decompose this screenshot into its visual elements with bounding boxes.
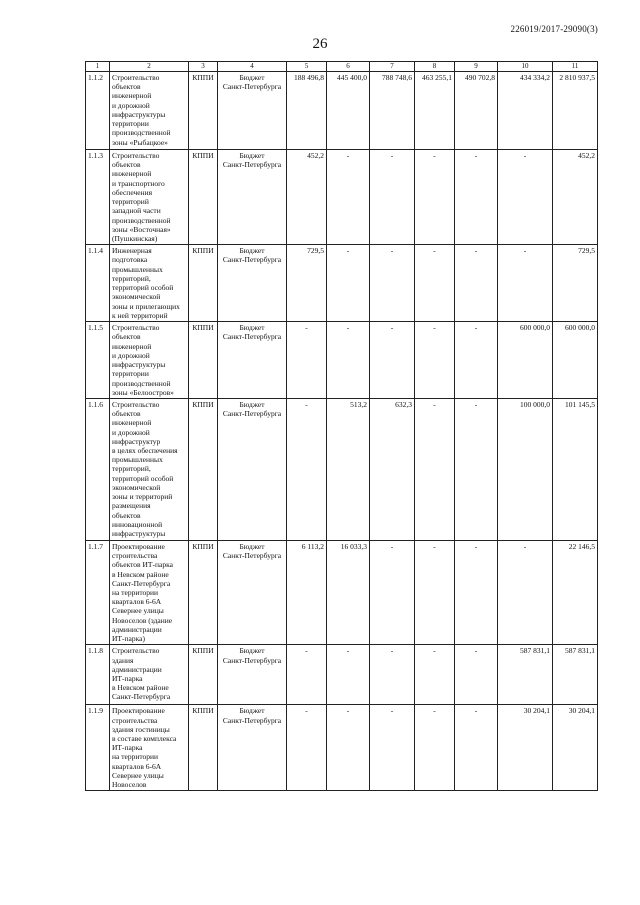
row-value-cell: 434 334,2 (498, 72, 553, 150)
row-name-line: ИТ-парка (112, 674, 143, 683)
row-name-line: территорий, (112, 464, 151, 474)
row-name-line: администрации (112, 664, 162, 674)
row-value-cell: - (327, 322, 370, 399)
row-source-cell (218, 322, 287, 399)
row-value-cell: 101 145,5 (553, 398, 598, 540)
row-name-line: Новоселов (112, 780, 147, 790)
row-name-line: производственной (112, 215, 171, 225)
row-value-cell: - (455, 150, 498, 245)
row-code-cell: 1.1.3 (86, 150, 110, 245)
row-name-cell (110, 72, 189, 150)
row-value-cell: - (455, 322, 498, 399)
row-name-line: инфраструктуры (112, 360, 166, 370)
row-value-cell: - (415, 398, 455, 540)
row-value-cell: - (370, 322, 415, 399)
row-source-line: Бюджет (239, 151, 265, 160)
row-value-cell: - (327, 245, 370, 322)
row-value-cell: 490 702,8 (455, 72, 498, 150)
row-value-cell: - (498, 150, 553, 245)
row-name-line: зоны «Белоостров» (112, 387, 174, 397)
column-header: 10 (498, 62, 553, 72)
row-value-cell: - (287, 398, 327, 540)
row-name-line: территории (112, 369, 149, 379)
row-type-cell: КППИ (189, 322, 218, 399)
row-name-line: здания (112, 655, 134, 665)
row-value-cell: 100 000,0 (498, 398, 553, 540)
row-value-cell: - (415, 540, 455, 644)
row-value-cell: - (287, 705, 327, 791)
row-source-line: Санкт-Петербурга (222, 255, 282, 265)
row-name-line: территории (112, 119, 149, 129)
column-header: 1 (86, 62, 110, 72)
row-name-line: Новоселов (здание (112, 615, 173, 625)
row-name-line: территорий особой (112, 283, 174, 293)
row-source-cell (218, 645, 287, 705)
column-header: 6 (327, 62, 370, 72)
row-value-cell: 587 831,1 (498, 645, 553, 705)
row-value-cell: 22 146,5 (553, 540, 598, 644)
row-name-line: (Пушкинская) (112, 233, 158, 243)
row-source-cell (218, 540, 287, 644)
row-name-line: объектов (112, 409, 141, 419)
row-value-cell: 463 255,1 (415, 72, 455, 150)
row-value-cell: - (327, 150, 370, 245)
row-name-line: инженерной (112, 418, 152, 428)
row-value-cell: 587 831,1 (553, 645, 598, 705)
row-code-cell: 1.1.6 (86, 398, 110, 540)
row-name-line: зоны и прилегающих (112, 301, 180, 311)
row-value-cell: - (287, 645, 327, 705)
row-value-cell: - (455, 398, 498, 540)
row-name-line: инновационной (112, 519, 163, 529)
row-name-line: в Невском районе (112, 683, 169, 693)
row-name-cell (110, 245, 189, 322)
column-header: 5 (287, 62, 327, 72)
row-value-cell: 729,5 (553, 245, 598, 322)
row-name-line: объектов (112, 82, 141, 92)
row-name-line: в целях обеспечения (112, 446, 178, 456)
row-value-cell: - (455, 705, 498, 791)
row-value-cell: 445 400,0 (327, 72, 370, 150)
column-header: 9 (455, 62, 498, 72)
row-name-line: Строительство (112, 151, 160, 160)
row-type-cell: КППИ (189, 72, 218, 150)
row-value-cell: - (287, 322, 327, 399)
row-name-line: экономической (112, 482, 161, 492)
row-value-cell: 16 033,3 (327, 540, 370, 644)
row-code-cell: 1.1.7 (86, 540, 110, 644)
document-id: 226019/2017-29090(3) (510, 24, 598, 34)
row-code-cell: 1.1.8 (86, 645, 110, 705)
row-name-line: в Невском районе (112, 569, 169, 579)
table-row (86, 645, 598, 705)
row-name-line: объектов ИТ-парка (112, 560, 173, 570)
row-name-cell (110, 150, 189, 245)
row-value-cell: 30 204,1 (498, 705, 553, 791)
row-name-line: территорий, (112, 273, 151, 283)
row-name-line: Санкт-Петербурга (112, 692, 171, 702)
row-source-line: Бюджет (239, 646, 265, 656)
row-name-line: Проектирование (112, 706, 165, 716)
row-name-line: инфраструктуры (112, 529, 166, 538)
row-value-cell: 600 000,0 (553, 322, 598, 399)
row-value-cell: - (327, 645, 370, 705)
table-row (86, 540, 598, 644)
row-value-cell: - (498, 245, 553, 322)
row-name-line: и дорожной (112, 100, 150, 110)
row-name-line: на территории (112, 752, 159, 762)
row-source-line: Санкт-Петербурга (222, 409, 282, 419)
row-name-line: обеспечения (112, 187, 153, 197)
column-header: 11 (553, 62, 598, 72)
row-code-cell: 1.1.9 (86, 705, 110, 791)
row-type-cell: КППИ (189, 645, 218, 705)
column-header: 3 (189, 62, 218, 72)
program-table (85, 61, 598, 791)
row-name-line: и дорожной (112, 427, 150, 437)
row-name-line: администрации (112, 624, 162, 634)
row-value-cell: - (370, 540, 415, 644)
row-source-line: Санкт-Петербурга (222, 655, 282, 665)
row-value-cell: - (455, 645, 498, 705)
row-source-cell (218, 72, 287, 150)
column-header: 8 (415, 62, 455, 72)
row-value-cell: 600 000,0 (498, 322, 553, 399)
row-type-cell: КППИ (189, 150, 218, 245)
row-name-line: территорий (112, 197, 149, 207)
row-source-line: Санкт-Петербурга (222, 160, 282, 170)
row-name-line: инфраструктур (112, 436, 161, 446)
row-value-cell: - (327, 705, 370, 791)
row-name-line: объектов (112, 332, 141, 342)
row-name-line: ИТ-парка (112, 743, 143, 753)
row-value-cell: 513,2 (327, 398, 370, 540)
row-value-cell: - (415, 322, 455, 399)
row-name-line: промышленных (112, 455, 163, 465)
column-header: 4 (218, 62, 287, 72)
row-name-line: строительства (112, 551, 158, 561)
row-name-line: на территории (112, 588, 159, 598)
row-name-cell (110, 645, 189, 705)
row-value-cell: 30 204,1 (553, 705, 598, 791)
row-value-cell: 788 748,6 (370, 72, 415, 150)
row-name-line: зоны и территорий (112, 492, 173, 502)
row-source-cell (218, 245, 287, 322)
row-name-line: Строительство (112, 399, 160, 409)
row-value-cell: 632,3 (370, 398, 415, 540)
row-name-line: производственной (112, 128, 171, 138)
row-name-line: Севернее улицы (112, 606, 164, 616)
row-value-cell: 6 113,2 (287, 540, 327, 644)
row-source-line: Санкт-Петербурга (222, 332, 282, 342)
row-name-line: инфраструктуры (112, 109, 166, 119)
row-name-cell (110, 705, 189, 791)
column-number-row (86, 62, 598, 72)
row-name-line: экономической (112, 292, 161, 302)
row-name-line: размещения (112, 501, 151, 511)
row-value-cell: - (370, 245, 415, 322)
row-source-line: Бюджет (239, 399, 265, 409)
row-value-cell: 452,2 (287, 150, 327, 245)
row-name-line: к ней территорий (112, 310, 168, 320)
row-source-cell (218, 150, 287, 245)
row-value-cell: - (415, 645, 455, 705)
row-name-line: инженерной (112, 169, 152, 179)
row-type-cell: КППИ (189, 705, 218, 791)
row-name-line: Строительство (112, 73, 160, 82)
table-row (86, 322, 598, 399)
row-name-line: и дорожной (112, 350, 150, 360)
row-code-cell: 1.1.2 (86, 72, 110, 150)
row-name-line: объектов (112, 510, 141, 520)
table-row (86, 72, 598, 150)
row-name-cell (110, 398, 189, 540)
row-name-line: строительства (112, 715, 158, 725)
row-name-line: здания гостиницы (112, 724, 170, 734)
row-value-cell: - (370, 150, 415, 245)
table-row (86, 398, 598, 540)
row-type-cell: КППИ (189, 398, 218, 540)
row-name-cell (110, 540, 189, 644)
table-row (86, 245, 598, 322)
row-source-line: Бюджет (239, 323, 265, 333)
row-name-line: инженерной (112, 341, 152, 351)
row-code-cell: 1.1.4 (86, 245, 110, 322)
row-name-cell (110, 322, 189, 399)
row-source-cell (218, 705, 287, 791)
table-row (86, 150, 598, 245)
column-header: 2 (110, 62, 189, 72)
row-name-line: Севернее улицы (112, 770, 164, 780)
row-name-line: подготовка (112, 255, 148, 265)
row-value-cell: - (415, 245, 455, 322)
row-value-cell: - (370, 645, 415, 705)
row-source-line: Бюджет (239, 73, 265, 82)
row-value-cell: - (370, 705, 415, 791)
row-source-line: Бюджет (239, 541, 265, 551)
page-number: 26 (312, 36, 328, 52)
row-name-line: зоны «Рыбацкое» (112, 137, 168, 147)
row-value-cell: - (498, 540, 553, 644)
row-name-line: Строительство (112, 646, 160, 656)
row-value-cell: 188 496,8 (287, 72, 327, 150)
row-value-cell: - (415, 705, 455, 791)
row-name-line: Проектирование (112, 541, 165, 551)
row-name-line: производственной (112, 378, 171, 388)
row-name-line: кварталов 6-6А (112, 761, 162, 771)
row-source-line: Санкт-Петербурга (222, 715, 282, 725)
row-name-line: территорий особой (112, 473, 174, 483)
row-source-line: Санкт-Петербурга (222, 551, 282, 561)
row-name-line: зоны «Восточная» (112, 224, 171, 234)
row-name-line: объектов (112, 160, 141, 170)
row-source-line: Бюджет (239, 246, 265, 256)
row-name-line: западной части (112, 206, 161, 216)
column-header: 7 (370, 62, 415, 72)
row-name-line: кварталов 6-6А (112, 597, 162, 607)
row-value-cell: 2 810 937,5 (553, 72, 598, 150)
row-code-cell: 1.1.5 (86, 322, 110, 399)
row-value-cell: 452,2 (553, 150, 598, 245)
row-value-cell: 729,5 (287, 245, 327, 322)
row-name-line: промышленных (112, 264, 163, 274)
row-name-line: ИТ-парка) (112, 634, 145, 644)
row-value-cell: - (455, 540, 498, 644)
row-type-cell: КППИ (189, 540, 218, 644)
row-name-line: в составе комплекса (112, 734, 177, 743)
row-source-line: Бюджет (239, 706, 265, 716)
table-row (86, 705, 598, 791)
row-value-cell: - (455, 245, 498, 322)
row-value-cell: - (415, 150, 455, 245)
row-name-line: инженерной (112, 91, 152, 101)
row-name-line: Санкт-Петербурга (112, 578, 171, 588)
row-type-cell: КППИ (189, 245, 218, 322)
row-name-line: и транспортного (112, 178, 165, 188)
row-source-line: Санкт-Петербурга (222, 82, 282, 92)
row-name-line: Инженерная (112, 246, 152, 256)
row-name-line: Строительство (112, 323, 160, 333)
row-source-cell (218, 398, 287, 540)
